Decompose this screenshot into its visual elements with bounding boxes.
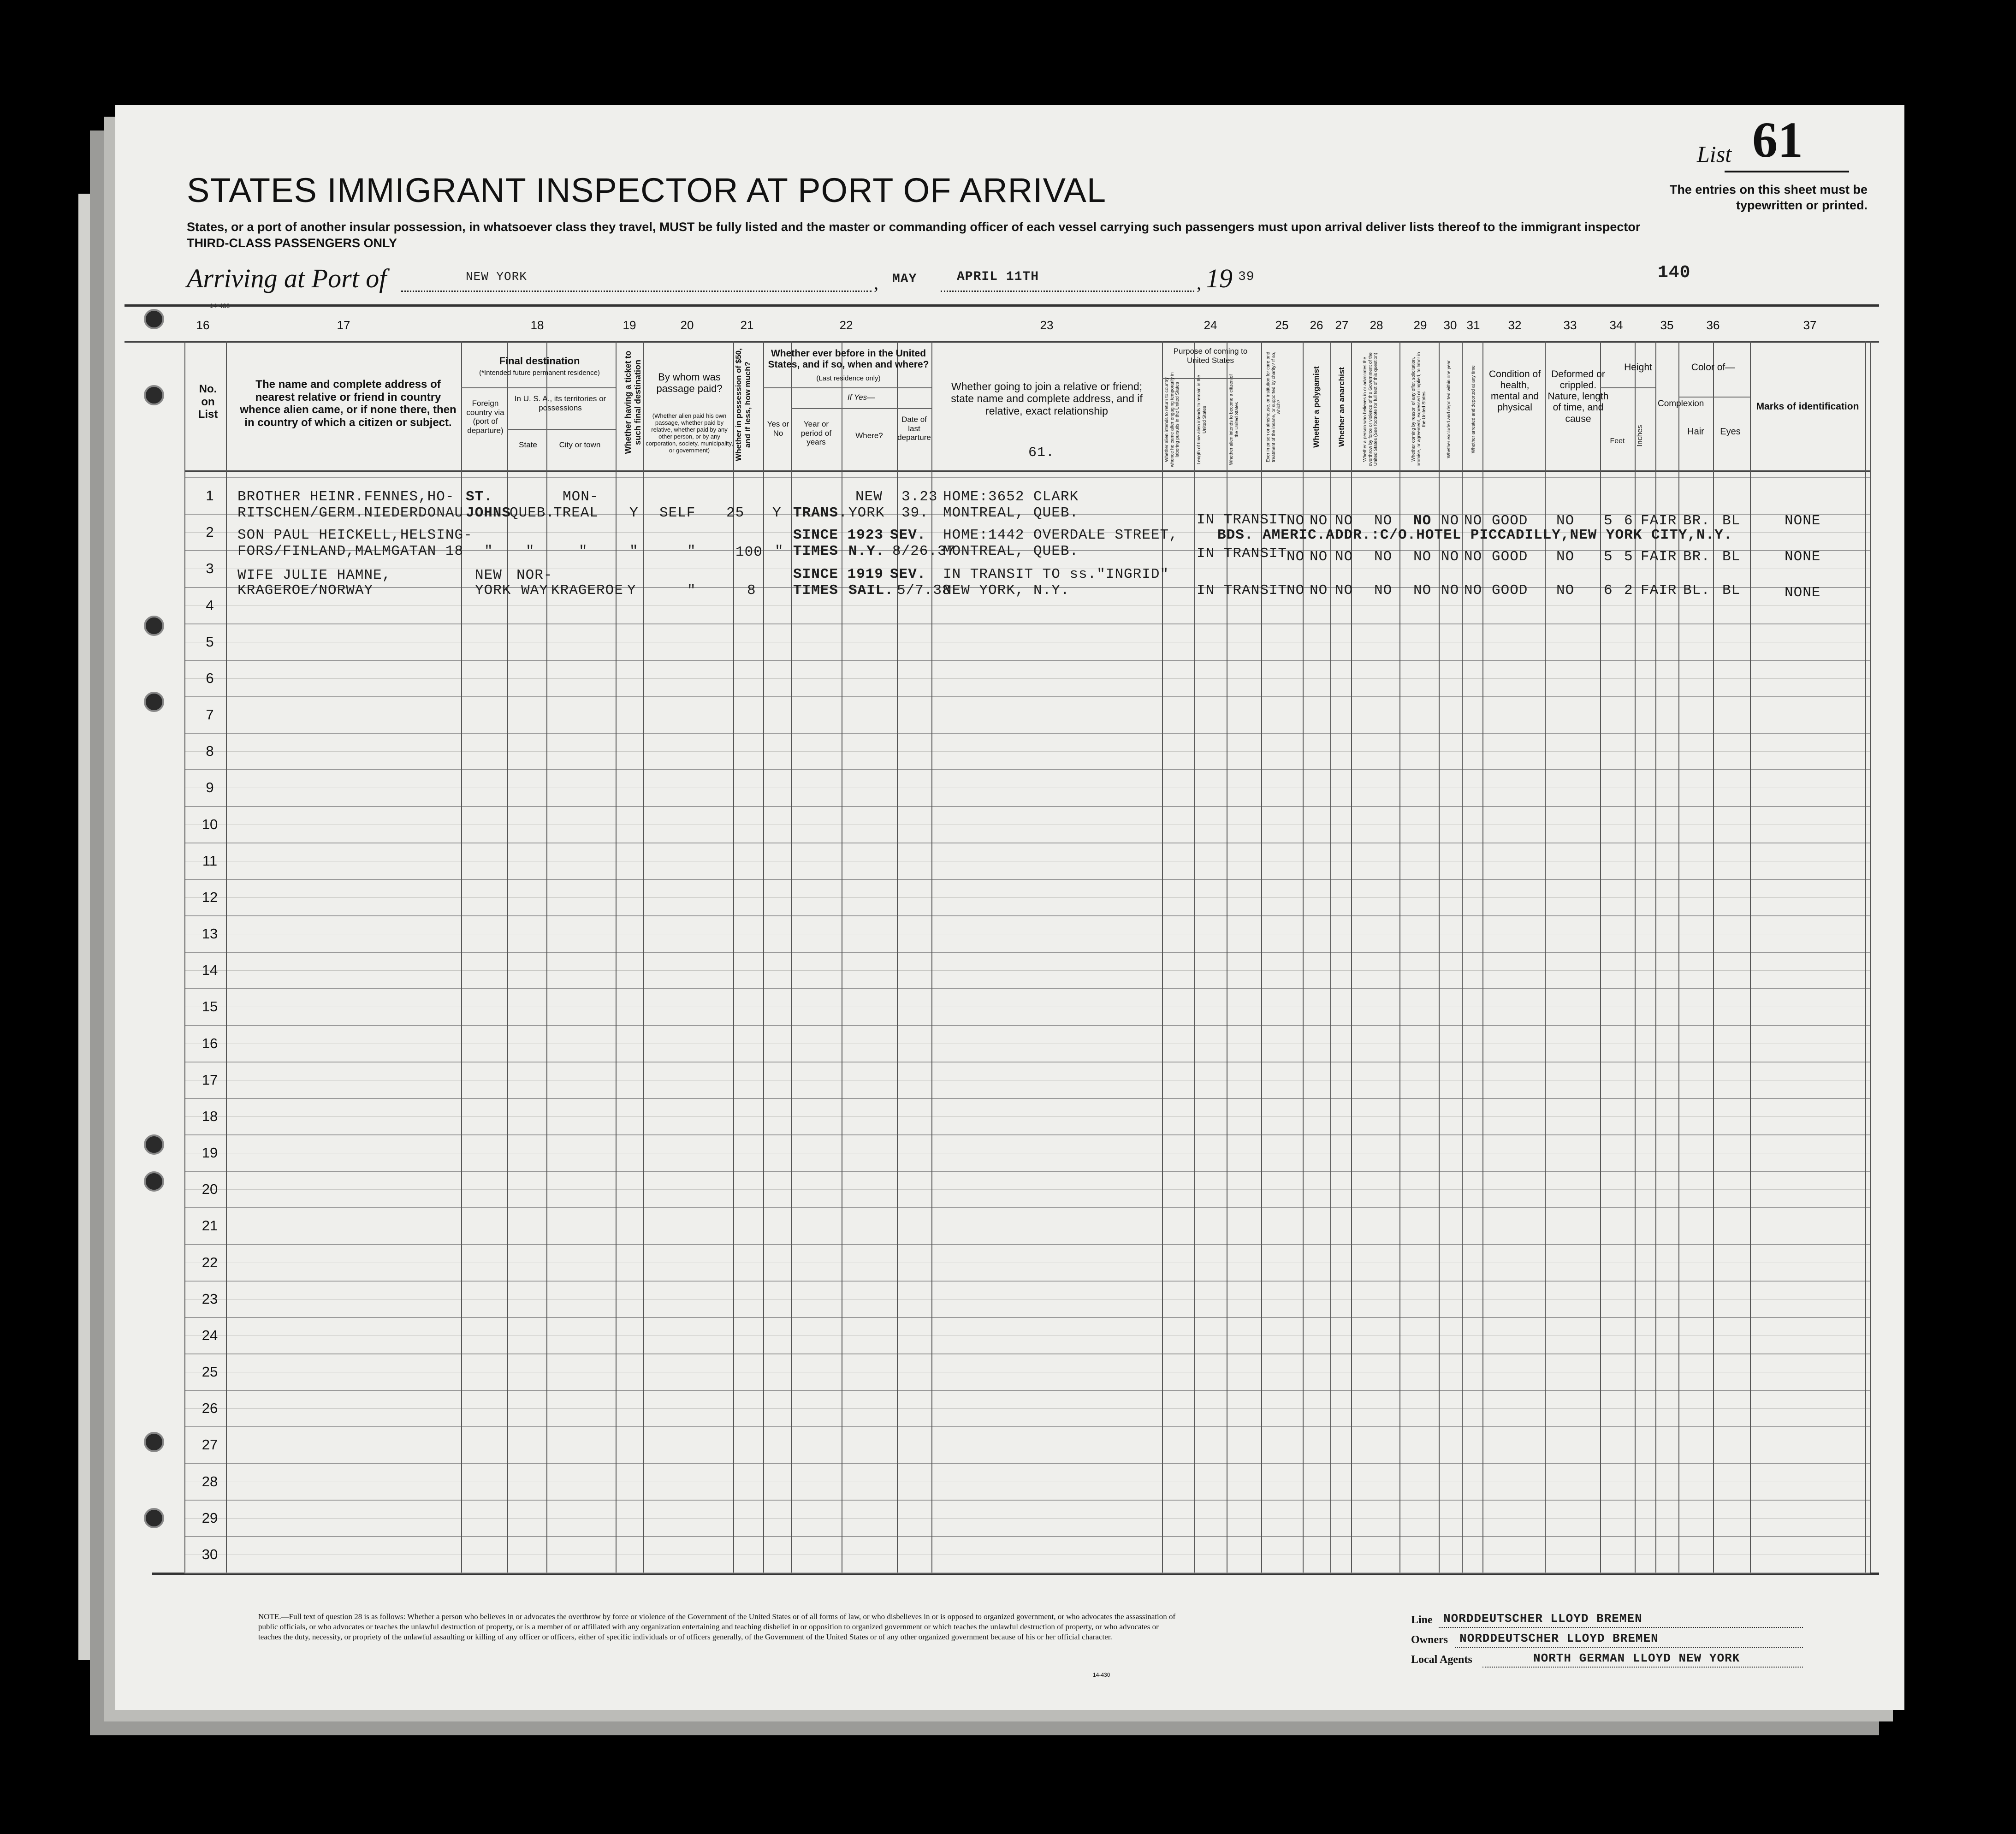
header-col-22-ifyes: If Yes— [847,393,875,402]
entry-2-state: " [526,543,535,559]
header-col-18-foreign: Foreign country via (port of departure) [466,399,504,435]
header-col-22-years: Year or period of years [800,420,832,447]
list-number: 61 [1752,112,1803,168]
entry-2-feet: 5 [1604,549,1613,565]
entry-3-purpose: IN TRANSIT [1197,582,1287,599]
list-underline [1725,171,1849,172]
row-rule [184,1317,1870,1318]
row-rule [184,1500,1870,1501]
entry-1-foreign-l1: ST. [466,489,493,505]
row-guide [184,751,1870,752]
header-col-36-eyes: Eyes [1720,427,1741,437]
column-number-25: 25 [1275,318,1289,332]
header-col-27: Whether an anarchist [1337,367,1346,447]
entry-1-departure-l1: 3.23 [901,489,938,505]
column-rule [643,341,644,1573]
entry-3-foreign-l2: YORK [475,582,511,599]
column-number-17: 17 [337,318,350,332]
entry-3-city: KRAGEROE [551,582,623,599]
entry-1-join-l2: MONTREAL, QUEB. [943,505,1079,521]
agents-value: NORTH GERMAN LLOYD NEW YORK [1533,1651,1740,1665]
header-col-19: Whether having a ticket to such final destination [623,350,642,454]
row-rule [184,1134,1870,1135]
subhead-rule [763,387,931,388]
entry-1-hair: BR. [1683,513,1710,529]
entry-2-c29: NO [1413,549,1432,565]
entry-1-c31: NO [1464,513,1482,529]
row-number-16: 16 [202,1035,218,1051]
row-number-3: 3 [206,560,214,576]
entry-3-c25: NO [1287,582,1305,599]
column-rule [1462,341,1463,1573]
column-number-24: 24 [1204,318,1217,332]
entry-1-where-l2: YORK [848,505,885,521]
column-rule [1439,341,1440,1573]
row-guide [184,678,1870,679]
entry-2-complexion: FAIR [1641,549,1677,565]
entry-2-deformed: NO [1556,549,1575,565]
header-col-22-yesno: Yes or No [767,420,789,438]
column-rule [763,341,764,1573]
header-bottom-rule [184,470,1870,472]
header-col-16: No. on List [198,383,218,421]
header-col-20-note: (Whether alien paid his own passage, whether paid by relative, whether paid by any other person, or by any corporation, society, municipality, or government) [646,412,733,454]
row-number-30: 30 [202,1546,218,1562]
entry-3-years-l1: SINCE 1919 [793,566,884,582]
class-line: THIRD-CLASS PASSENGERS ONLY [187,236,397,250]
header-col-24-a: Whether alien intends to return to country whence he came after engaging temporarily in laboring pursuits in the United States [1164,372,1180,467]
entry-3-feet: 6 [1604,582,1613,599]
column-number-29: 29 [1413,318,1427,332]
header-col-18-usa: In U. S. A., its territories or possessions [514,394,606,412]
column-rule [931,341,932,1573]
row-number-19: 19 [202,1145,218,1161]
entry-3-c30: NO [1441,582,1459,599]
header-col-31: Whether arrested and deported at any time [1471,365,1476,453]
row-number-7: 7 [206,706,214,723]
entry-3-marks: NONE [1785,585,1821,601]
header-col-18-city: City or town [559,440,601,449]
row-number-21: 21 [202,1217,218,1234]
header-col-23: Whether going to join a relative or friend; state name and complete address, and if relative, exact relationship [951,380,1143,417]
row-rule [184,623,1870,624]
entry-3-c29: NO [1413,582,1432,599]
header-col-36: Color of— [1691,362,1735,373]
entry-1-join-l1: HOME:3652 CLARK [943,489,1079,505]
entry-2-purpose: IN TRANSIT [1197,546,1287,562]
row-number-15: 15 [202,998,218,1015]
header-col-21: Whether in possession of $50, and if less, how much? [734,348,752,461]
row-rule [184,988,1870,989]
column-rule [1482,341,1483,1573]
column-rule [733,341,734,1573]
entry-1-ticket: Y [629,505,639,521]
entry-2-marks: NONE [1785,549,1821,565]
row-rule [184,952,1870,953]
row-guide [184,605,1870,606]
row-rule [184,1098,1870,1099]
row-rule [184,769,1870,770]
header-col-25: Ever in prison or almshouse, or institution for care and treatment of the insane, or supported by charity? If so, which? [1266,351,1281,463]
row-guide [184,1408,1870,1409]
column-number-20: 20 [680,318,694,332]
form-title: STATES IMMIGRANT INSPECTOR AT PORT OF ARRIVAL [187,171,1107,209]
entry-3-relative-l1: WIFE JULIE HAMNE, [237,567,391,583]
column-number-18: 18 [530,318,544,332]
column-rule [1678,341,1679,1573]
header-col-34-inches: Inches [1636,425,1644,447]
entry-3-hair: BL. [1683,582,1710,599]
column-number-28: 28 [1370,318,1383,332]
arriving-label: Arriving at Port of [187,263,387,293]
entry-1-state: QUEB. [510,505,555,521]
row-guide [184,897,1870,898]
entry-2-paid-by: " [687,543,696,559]
header-col-33: Deformed or crippled. Nature, length of time, and cause [1548,369,1609,424]
line-value: NORDDEUTSCHER LLOYD BREMEN [1443,1612,1642,1626]
date-value: APRIL 11TH [957,270,1039,284]
row-rule [184,1390,1870,1391]
header-col-18-note: (*Intended future permanent residence) [479,369,600,377]
row-number-24: 24 [202,1327,218,1343]
column-rule [1194,341,1195,1573]
entry-3-inches: 2 [1624,582,1633,599]
header-col-24-c: Whether alien intends to become a citizen of the United States [1229,374,1239,465]
header-col-26: Whether a polygamist [1312,366,1321,448]
row-number-11: 11 [202,853,218,869]
header-col-22-where: Where? [855,431,883,440]
entry-3-departure: 5/7.38 [897,582,951,599]
column-rule [461,341,462,1573]
column-number-31: 31 [1466,318,1480,332]
entry-1-relative-l1: BROTHER HEINR.FENNES,HO- [237,489,455,505]
column-rule [791,341,792,1573]
entry-3-years-l2: TIMES [793,582,839,599]
header-col-28: Whether a person who believes in or advocates the overthrow by force or violence of the Government of the United States (See footnote for full text of this question) [1363,352,1378,466]
row-number-1: 1 [206,487,214,504]
list-label: List [1697,141,1732,167]
column-number-22: 22 [839,318,853,332]
entry-1-inches: 6 [1624,513,1633,529]
entry-1-years: TRANS. [793,505,848,521]
column-number-30: 30 [1443,318,1457,332]
column-rule [1330,341,1331,1573]
entry-1-city-l1: MON- [563,489,599,505]
header-col-36-hair: Hair [1687,427,1704,437]
row-number-10: 10 [202,816,218,832]
row-number-22: 22 [202,1254,218,1270]
entry-3-ticket: Y [627,582,636,599]
entry-1-marks: NONE [1785,513,1821,529]
row-guide [184,1518,1870,1519]
entry-1-where-l1: NEW [855,489,883,505]
binder-hole [144,309,164,329]
entry-1-departure-l2: 39. [901,505,929,521]
entry-3-c28: NO [1374,582,1393,599]
entry-1-city-l2: TREAL [553,505,599,521]
column-rule [226,341,227,1573]
row-number-9: 9 [206,779,214,795]
column-number-19: 19 [623,318,636,332]
column-number-26: 26 [1310,318,1323,332]
column-rule [1713,341,1714,1573]
header-col-24: Purpose of coming to United States [1173,347,1248,365]
sheet-code: 140 [1658,263,1691,283]
entry-3-eyes: BL [1722,582,1741,599]
header-col-17: The name and complete address of nearest relative or friend in country whence alien came, or if none there, then in country of which a citizen or subject. [240,378,457,429]
column-number-16: 16 [196,318,210,332]
entry-2-money: 100 [735,544,763,560]
entry-3-c31: NO [1464,582,1482,599]
row-guide [184,970,1870,971]
entry-3-money: 8 [747,582,756,599]
entry-1-c29: NO [1413,513,1432,529]
column-number-27: 27 [1335,318,1349,332]
form-subtitle: States, or a port of another insular possession, in whatsoever class they travel, MUST be fully listed and the master or commanding officer of each vessel carrying such passengers must upon arrival deliver lists thereof to the immigrant inspector [187,220,1641,234]
binder-hole [144,1171,164,1192]
column-number-23: 23 [1040,318,1054,332]
agents-label: Local Agents [1411,1654,1472,1666]
entry-2-health: GOOD [1492,549,1528,565]
entry-2-where-l1: SEV. [890,527,926,543]
row-rule [184,660,1870,661]
entry-1-before: Y [772,505,782,521]
header-col-34: Height [1624,362,1652,373]
entry-2-hair: BR. [1683,549,1710,565]
row-rule [184,1171,1870,1172]
row-number-4: 4 [206,597,214,613]
header-col-32: Condition of health, mental and physical [1488,369,1541,413]
header-col-18-state: State [519,440,537,449]
column-number-36: 36 [1706,318,1720,332]
subhead-rule [507,429,616,430]
header-col-22-departure: Date of last departure [897,415,931,442]
entry-3-where-l1: SEV. [890,566,926,582]
row-rule [184,733,1870,734]
column-rule [1600,341,1601,1573]
entry-2-years-l1: SINCE 1923 [793,527,884,543]
row-rule [184,477,1870,478]
entry-2-relative-l2: FORS/FINLAND,MALMGATAN 18 [237,543,464,559]
entry-2-c25: NO [1287,549,1305,565]
table-top-rule [125,304,1879,307]
row-number-27: 27 [202,1436,218,1453]
entry-1-complexion: FAIR [1641,513,1677,529]
entry-2-years-l2: TIMES [793,543,839,559]
entry-2-before: " [775,543,784,559]
column-number-32: 32 [1508,318,1522,332]
owners-label: Owners [1411,1634,1448,1646]
row-number-25: 25 [202,1364,218,1380]
entry-1-feet: 5 [1604,513,1613,529]
entry-2-departure: 8/26.37 [892,543,956,559]
row-guide [184,1335,1870,1336]
header-top-rule [125,341,1879,343]
column-rule [616,341,617,1573]
row-rule [184,1025,1870,1026]
entry-2-foreign: " [484,543,493,559]
manifest-sheet [115,105,1904,1710]
entries-note: The entries on this sheet must be typewritten or printed. [1669,183,1868,212]
row-number-18: 18 [202,1108,218,1124]
column-number-21: 21 [740,318,754,332]
row-number-17: 17 [202,1072,218,1088]
column-rule [507,341,508,1573]
entry-3-deformed: NO [1556,582,1575,599]
entry-2-c31: NO [1464,549,1482,565]
footnote-q28: NOTE.—Full text of question 28 is as follows: Whether a person who believes in or advocates the overthrow by force or violence of the Government of the United States or of all forms of law, or who disbelieves in or is opposed to organized government, or who advocates the assassination of public officials, or who advocates or teaches the unlawful destruction of property, or is a member of or affiliated with any organization entertaining and teaching disbelief in or opposition to organized government or which teaches the unlawful destruction of property, or who advocates or teaches the duty, necessity, or propriety of the unlawful assaulting or killing of any officer or officers, either of specific individuals or of officers generally, of the Government of the United States or of any other organized government because of his or her official character. [258,1612,1176,1642]
row-guide [184,1116,1870,1117]
date-line [941,291,1194,292]
column-rule [1870,341,1871,1573]
binder-hole [144,385,164,405]
header-col-35: Complexion [1658,399,1704,409]
form-code-bottom: 14-430 [1093,1672,1110,1678]
entry-3-c27: NO [1335,582,1353,599]
entry-3-c26: NO [1310,582,1328,599]
entry-2-relative-l1: SON PAUL HEICKELL,HELSING- [237,527,473,543]
entry-1-money: 25 [726,505,745,521]
column-number-34: 34 [1609,318,1623,332]
binder-hole [144,692,164,712]
entry-1-deformed: NO [1556,513,1575,529]
entry-2-c26: NO [1310,549,1328,565]
entry-2-city: " [579,543,588,559]
row-number-20: 20 [202,1181,218,1197]
row-rule [184,1463,1870,1464]
port-value: NEW YORK [466,270,527,284]
row-guide [184,1299,1870,1300]
row-rule [184,1536,1870,1537]
column-rule [1865,341,1866,1573]
entry-2-overflow-address: BDS. AMERIC.ADDR.:C/O.HOTEL PICCADILLY,NEW YORK CITY,N.Y. [1217,527,1733,543]
row-number-5: 5 [206,634,214,650]
subhead-rule [791,408,931,409]
entry-3-where-l2: SAIL. [848,582,894,599]
entry-2-eyes: BL [1722,549,1741,565]
entry-3-health: GOOD [1492,582,1528,599]
row-number-13: 13 [202,926,218,942]
row-rule [184,1281,1870,1282]
entry-1-health: GOOD [1492,513,1528,529]
entry-2-where-l2: N.Y. [848,543,885,559]
row-number-14: 14 [202,962,218,978]
subhead-rule [1678,397,1750,398]
entry-1-c28: NO [1374,513,1393,529]
column-rule [184,341,185,1573]
port-line [401,291,872,292]
row-number-28: 28 [202,1473,218,1490]
year-suffix: 39 [1238,270,1255,284]
row-rule [184,1244,1870,1245]
row-rule [184,879,1870,880]
header-col-34-feet: Feet [1610,437,1625,445]
row-rule [184,1353,1870,1354]
row-rule [184,806,1870,807]
column-number-33: 33 [1563,318,1577,332]
header-col-24-b: Length of time alien intends to remain in the United States [1197,375,1207,465]
month-printed: MAY [892,272,917,286]
row-number-2: 2 [206,524,214,540]
entry-1-relative-l2: RITSCHEN/GERM.NIEDERDONAU [237,505,464,521]
entry-3-join-l1: IN TRANSIT TO ss."INGRID" [943,566,1169,582]
binder-hole [144,1134,164,1155]
entry-1-c27: NO [1335,513,1353,529]
binder-hole [144,616,164,636]
entry-2-inches: 5 [1624,549,1633,565]
subhead-rule [461,387,616,388]
header-col-23-mark: 61. [1028,445,1055,461]
column-number-35: 35 [1660,318,1674,332]
header-col-30: Whether excluded and deported within one year [1447,360,1452,458]
entry-3-state-l1: NOR- [516,567,553,583]
row-number-29: 29 [202,1510,218,1526]
entry-1-eyes: BL [1722,513,1741,529]
row-guide [184,1189,1870,1190]
column-rule [546,341,547,1573]
binder-hole [144,1508,164,1528]
entry-2-join-l2: MONTREAL, QUEB. [943,543,1079,559]
row-number-23: 23 [202,1291,218,1307]
owners-value: NORDDEUTSCHER LLOYD BREMEN [1459,1632,1659,1645]
row-number-6: 6 [206,670,214,686]
header-col-29: Whether coming by reason of any offer, solicitation, promise, or agreement, expressed or implied, to labor in the United States [1411,352,1427,467]
entry-3-state-l2: WAY [521,582,548,599]
column-rule [897,341,898,1573]
entry-2-c30: NO [1441,549,1459,565]
year-prefix: 19 [1206,263,1233,293]
entry-1-c25: NO [1287,513,1305,529]
entry-2-ticket: " [629,543,639,559]
column-number-37: 37 [1803,318,1817,332]
header-col-20: By whom was passage paid? [656,371,723,395]
header-col-22-note: (Last residence only) [816,374,881,382]
row-number-8: 8 [206,743,214,759]
column-rule [1750,341,1751,1573]
entry-1-c26: NO [1310,513,1328,529]
row-number-26: 26 [202,1400,218,1416]
row-rule [184,696,1870,697]
entry-1-purpose: IN TRANSIT [1197,512,1287,528]
line-label: Line [1411,1614,1433,1626]
entry-2-c27: NO [1335,549,1353,565]
row-rule [184,1426,1870,1427]
binder-hole [144,1432,164,1452]
row-rule [184,1207,1870,1208]
row-number-12: 12 [202,889,218,905]
entry-1-paid-by: SELF [659,505,696,521]
header-col-37: Marks of identification [1756,401,1859,412]
entry-3-paid-by: " [687,582,696,599]
entry-3-relative-l2: KRAGEROE/NORWAY [237,582,374,599]
entry-3-join-l2: NEW YORK, N.Y. [943,582,1070,599]
header-col-18: Final destination [499,355,580,367]
column-rule [1635,341,1636,1573]
entry-1-foreign-l2: JOHNS [466,505,511,521]
entry-3-complexion: FAIR [1641,582,1677,599]
entry-3-foreign-l1: NEW [475,567,502,583]
entry-2-join-l1: HOME:1442 OVERDALE STREET, [943,527,1178,543]
entry-1-c30: NO [1441,513,1459,529]
header-col-22: Whether ever before in the United States, and if so, when and where? [768,348,929,370]
entry-2-c28: NO [1374,549,1393,565]
column-rule [1545,341,1546,1573]
column-rule [1399,341,1400,1573]
sheet-underlay [78,194,115,1660]
row-rule [184,915,1870,916]
column-rule [1162,341,1163,1573]
